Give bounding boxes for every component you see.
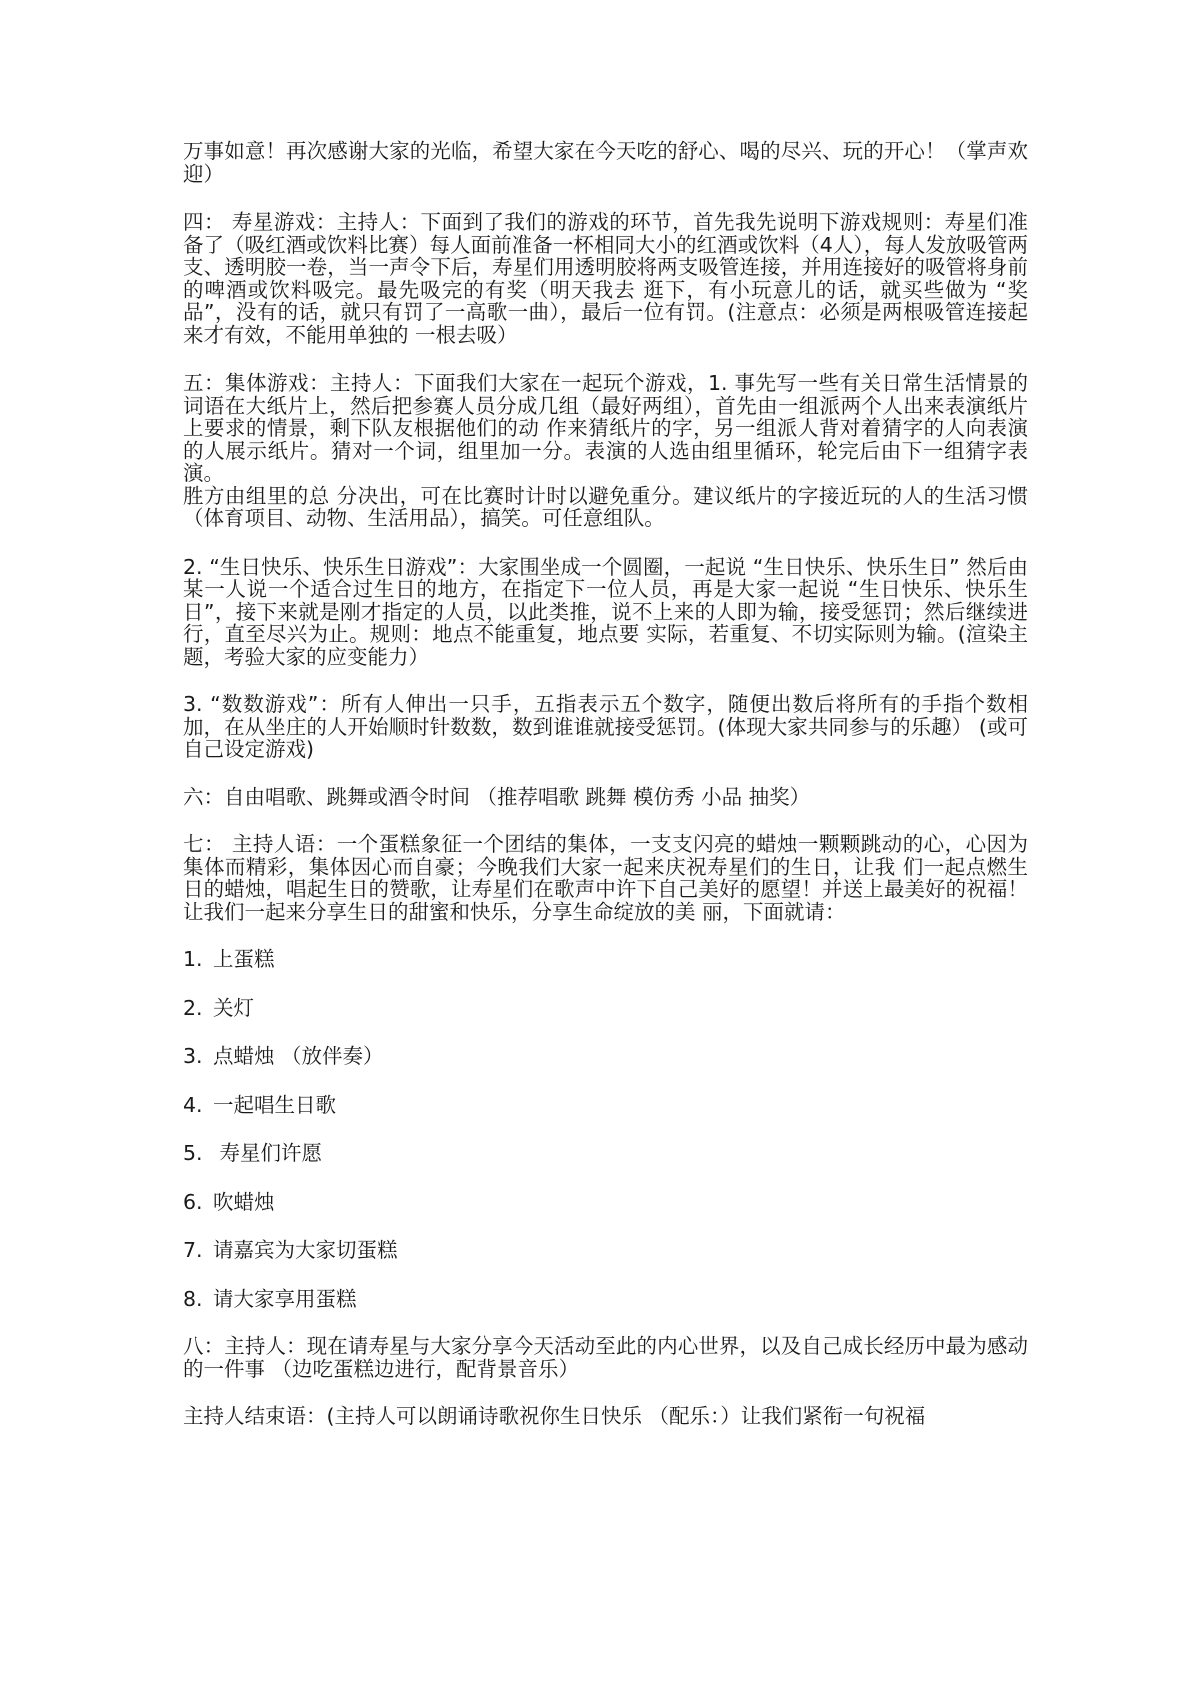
intro-paragraph: 万事如意！再次感谢大家的光临，希望大家在今天吃的舒心、喝的尽兴、玩的开心！（掌声欢迎） [183,139,1028,186]
list-item [183,1288,1028,1311]
step-text: 一起唱生日歌 [213,1092,336,1117]
list-item [183,1094,1028,1117]
step-number: 1. [183,947,203,971]
step-number: 2. [183,995,203,1020]
step-number: 3. [183,1044,203,1068]
step-text: 请嘉宾为大家切蛋糕 [213,1238,398,1262]
section-7-host-speech: 七： 主持人语：一个蛋糕象征一个团结的集体，一支支闪亮的蜡烛一颗颗跳动的心，心因为集体而精彩，集体因心而自豪；今晚我们大家一起来庆祝寿星们的生日，让我 们一起点燃生日的蜡烛，唱起生日的赞歌，让寿星们在歌声中许下自己美好的愿望！并送上最美好的祝福！让我们一起来分享生日的甜蜜和快乐，分享生命绽放的美 丽，下面就请： [183,832,1028,924]
section-4-birthday-game: 四： 寿星游戏：主持人：下面到了我们的游戏的环节，首先我先说明下游戏规则：寿星们准备了（吸红酒或饮料比赛）每人面前准备一杯相同大小的红酒或饮料（4人），每人发放吸管两支、透明胶一卷，当一声令下后，寿星们用透明胶将两支吸管连接，并用连接好的吸管将身前的啤酒或饮料吸完。最先吸完的有奖（明天我去 逛下，有小玩意儿的话，就买些做为 “奖品”，没有的话，就只有罚了一高歌一曲），最后一位有罚。(注意点：必须是两根吸管连接起来才有效，不能用单独的 一根去吸） [183,210,1028,347]
step-text: 点蜡烛 （放伴奏） [213,1044,384,1068]
document-page [183,140,1028,1428]
cake-steps-list [183,948,1028,1310]
closing-remarks: 主持人结束语：(主持人可以朗诵诗歌祝你生日快乐 （配乐：）让我们紧衔一句祝福 [183,1404,926,1428]
list-item [183,948,1028,971]
list-item [183,1239,1028,1262]
list-item [183,1045,1028,1068]
step-number: 6. [183,1189,203,1214]
step-number: 7. [183,1238,203,1262]
section-5-scoring: 胜方由组里的总 分决出，可在比赛时计时以避免重分。建议纸片的字接近玩的人的生活习惯（体育项目、动物、生活用品），搞笑。可任意组队。 [183,483,1028,530]
list-item [183,1191,1028,1214]
step-number: 4. [183,1092,203,1117]
step-text: 关灯 [213,995,254,1020]
section-5-group-game: 五：集体游戏：主持人：下面我们大家在一起玩个游戏，1. 事先写一些有关日常生活情景的词语在大纸片上，然后把参赛人员分成几组（最好两组），首先由一组派两个人出来表演纸片上要求的情景，剩下队友根据他们的动 作来猜纸片的字，另一组派人背对着猜字的人向表演的人展示纸片。猜对一个词，组里加一分。表演的人选由组里循环，轮完后由下一组猜字表演。 [183,371,1028,485]
list-item [183,1142,1028,1165]
section-8-sharing: 八：主持人：现在请寿星与大家分享今天活动至此的内心世界，以及自己成长经历中最为感动的一件事 （边吃蛋糕边进行，配背景音乐） [183,1334,1028,1381]
step-text: 吹蜡烛 [213,1189,275,1214]
step-text: 寿星们许愿 [213,1141,323,1165]
step-number: 5. [183,1141,203,1165]
section-5-game-3: 3. “数数游戏”：所有人伸出一只手，五指表示五个数字，随便出数后将所有的手指个数相加，在从坐庄的人开始顺时针数数，数到谁谁就接受惩罚。(体现大家共同参与的乐趣） (或可自己设定游戏) [183,692,1028,761]
list-item [183,997,1028,1020]
step-text: 上蛋糕 [213,947,275,971]
section-6-free-time: 六：自由唱歌、跳舞或酒令时间 （推荐唱歌 跳舞 模仿秀 小品 抽奖） [183,784,811,809]
section-5-game-2: 2. “生日快乐、快乐生日游戏”：大家围坐成一个圆圈，一起说 “生日快乐、快乐生日” 然后由某一人说一个适合过生日的地方，在指定下一位人员，再是大家一起说 “生日快乐、快乐生日”，接下来就是刚才指定的人员，以此类推，说不上来的人即为输，接受惩罚；然后继续进行，直至尽兴为止。规则：地点不能重复，地点要 实际，若重复、不切实际则为输。(渲染主题，考验大家的应变能力） [183,554,1028,669]
step-text: 请大家享用蛋糕 [213,1286,357,1311]
step-number: 8. [183,1286,203,1311]
